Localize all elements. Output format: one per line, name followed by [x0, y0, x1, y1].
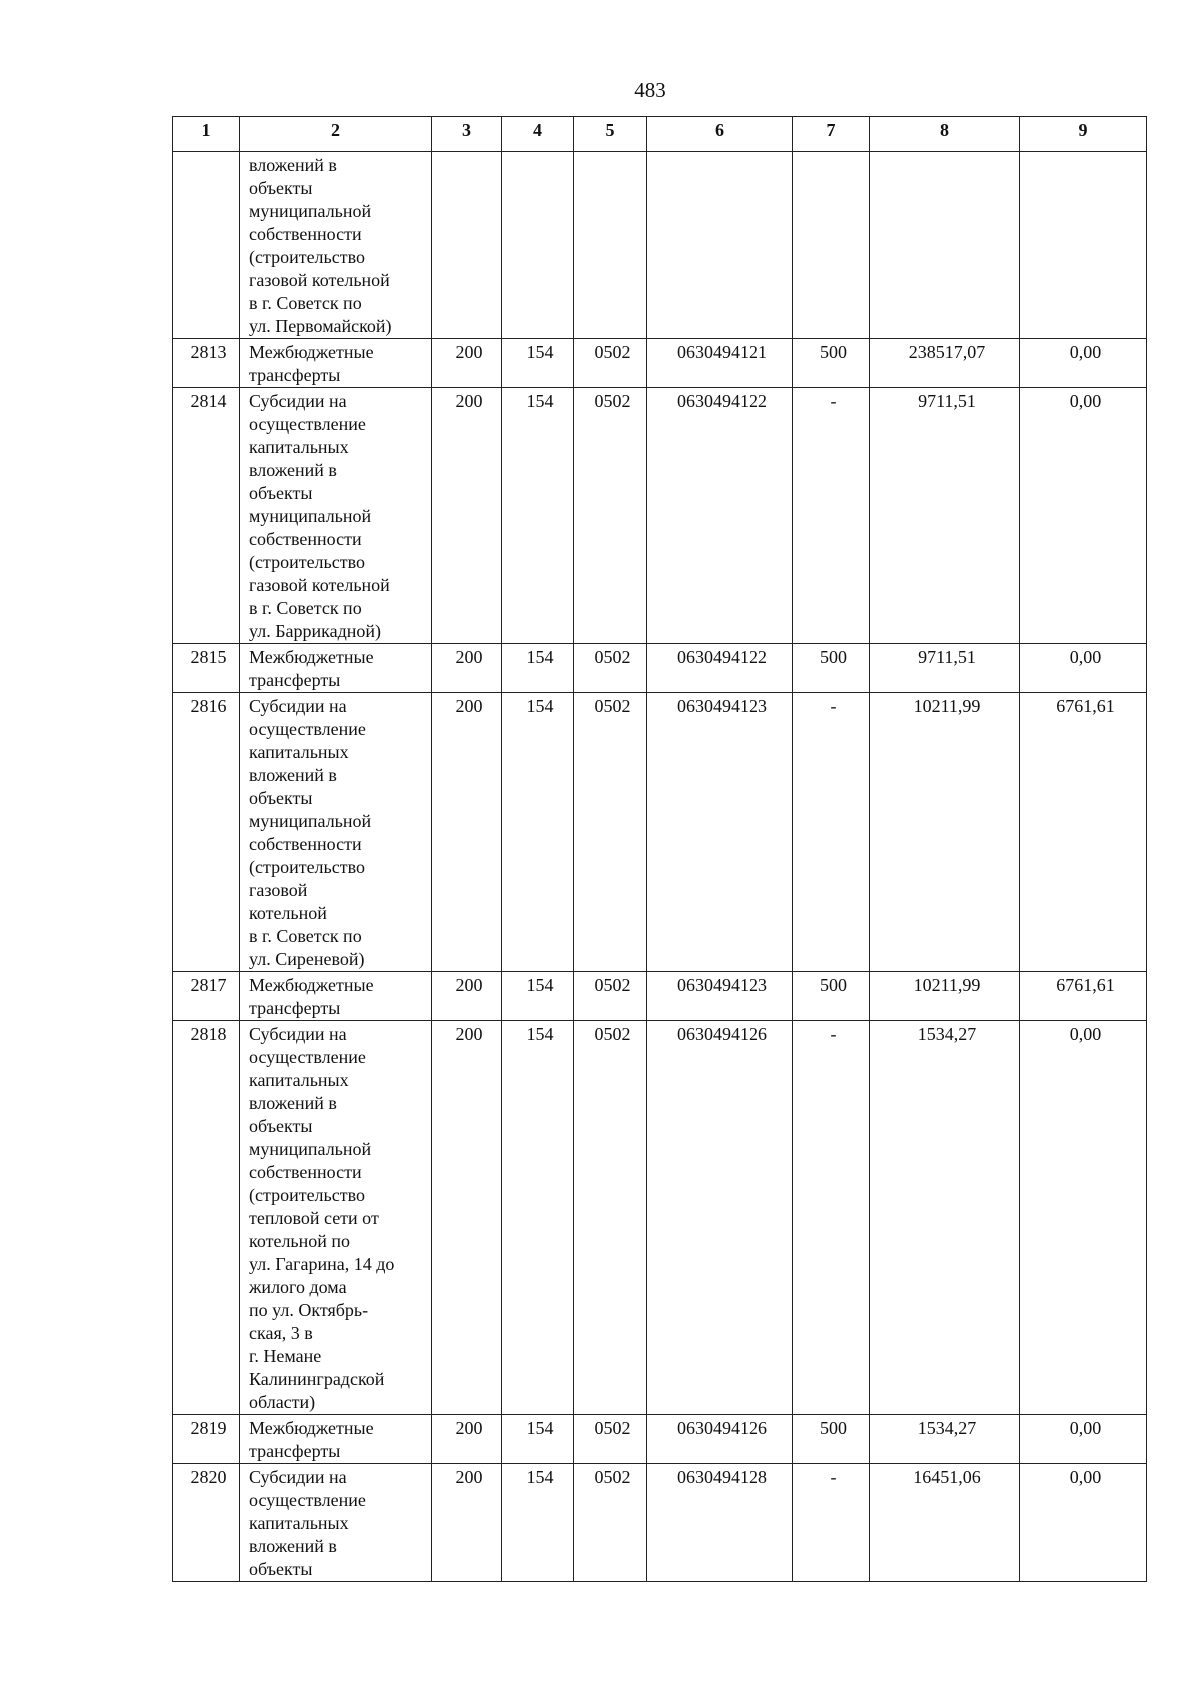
amount-8-cell: 238517,07: [870, 339, 1020, 388]
table-row: [173, 339, 1147, 388]
description-cell: Субсидии на осуществление капитальных вложений в объекты муниципальной собственности (строительство газовой котельной в г. Советск по ул. Сиреневой): [240, 693, 432, 972]
table-row: [173, 1464, 1147, 1582]
amount-8-cell: 1534,27: [870, 1415, 1020, 1464]
amount-9-cell: 0,00: [1020, 339, 1147, 388]
code-4-cell: 154: [502, 339, 574, 388]
row-number-cell: 2820: [173, 1464, 240, 1582]
amount-8-cell: 16451,06: [870, 1464, 1020, 1582]
amount-9-cell: [1020, 152, 1147, 339]
code-7-cell: 500: [793, 644, 870, 693]
code-4-cell: 154: [502, 972, 574, 1021]
amount-9-cell: 6761,61: [1020, 693, 1147, 972]
code-3-cell: 200: [432, 1415, 502, 1464]
code-4-cell: 154: [502, 388, 574, 644]
code-3-cell: 200: [432, 693, 502, 972]
row-number-cell: 2814: [173, 388, 240, 644]
description-cell: Субсидии на осуществление капитальных вложений в объекты: [240, 1464, 432, 1582]
amount-9-cell: 0,00: [1020, 644, 1147, 693]
code-5-cell: 0502: [574, 972, 647, 1021]
code-7-cell: 500: [793, 972, 870, 1021]
table-row: [173, 388, 1147, 644]
amount-8-cell: 10211,99: [870, 972, 1020, 1021]
description-cell: вложений в объекты муниципальной собственности (строительство газовой котельной в г. Советск по ул. Первомайской): [240, 152, 432, 339]
description-cell: Межбюджетные трансферты: [240, 339, 432, 388]
code-6-cell: 0630494121: [647, 339, 793, 388]
column-header: 5: [574, 117, 647, 152]
code-5-cell: 0502: [574, 1415, 647, 1464]
amount-8-cell: 9711,51: [870, 644, 1020, 693]
row-number-cell: 2817: [173, 972, 240, 1021]
column-header: 2: [240, 117, 432, 152]
code-3-cell: 200: [432, 972, 502, 1021]
code-3-cell: 200: [432, 388, 502, 644]
code-7-cell: 500: [793, 1415, 870, 1464]
code-5-cell: 0502: [574, 339, 647, 388]
code-5-cell: 0502: [574, 1021, 647, 1415]
column-header: 9: [1020, 117, 1147, 152]
column-header: 6: [647, 117, 793, 152]
amount-8-cell: [870, 152, 1020, 339]
table-row: [173, 972, 1147, 1021]
table-header-row: [173, 117, 1147, 152]
table-row: [173, 693, 1147, 972]
code-4-cell: 154: [502, 1021, 574, 1415]
code-3-cell: 200: [432, 1464, 502, 1582]
code-7-cell: -: [793, 388, 870, 644]
amount-8-cell: 10211,99: [870, 693, 1020, 972]
column-header: 3: [432, 117, 502, 152]
row-number-cell: 2819: [173, 1415, 240, 1464]
description-cell: Субсидии на осуществление капитальных вложений в объекты муниципальной собственности (строительство газовой котельной в г. Советск по ул. Баррикадной): [240, 388, 432, 644]
row-number-cell: 2813: [173, 339, 240, 388]
description-cell: Межбюджетные трансферты: [240, 972, 432, 1021]
code-4-cell: [502, 152, 574, 339]
code-6-cell: 0630494126: [647, 1415, 793, 1464]
row-number-cell: [173, 152, 240, 339]
code-4-cell: 154: [502, 1464, 574, 1582]
column-header: 4: [502, 117, 574, 152]
code-3-cell: [432, 152, 502, 339]
code-7-cell: 500: [793, 339, 870, 388]
code-4-cell: 154: [502, 1415, 574, 1464]
row-number-cell: 2816: [173, 693, 240, 972]
code-7-cell: -: [793, 1464, 870, 1582]
amount-8-cell: 1534,27: [870, 1021, 1020, 1415]
budget-table: [172, 116, 1147, 1582]
code-5-cell: [574, 152, 647, 339]
code-6-cell: 0630494126: [647, 1021, 793, 1415]
table-row: [173, 1415, 1147, 1464]
code-6-cell: 0630494123: [647, 693, 793, 972]
description-cell: Межбюджетные трансферты: [240, 1415, 432, 1464]
table-row: [173, 1021, 1147, 1415]
code-6-cell: 0630494128: [647, 1464, 793, 1582]
code-7-cell: -: [793, 693, 870, 972]
code-7-cell: -: [793, 1021, 870, 1415]
code-6-cell: 0630494123: [647, 972, 793, 1021]
page-number: 483: [634, 78, 666, 102]
code-3-cell: 200: [432, 339, 502, 388]
table-row: [173, 152, 1147, 339]
code-3-cell: 200: [432, 644, 502, 693]
code-7-cell: [793, 152, 870, 339]
code-6-cell: 0630494122: [647, 388, 793, 644]
column-header: 7: [793, 117, 870, 152]
table-row: [173, 644, 1147, 693]
code-6-cell: [647, 152, 793, 339]
description-cell: Межбюджетные трансферты: [240, 644, 432, 693]
amount-9-cell: 6761,61: [1020, 972, 1147, 1021]
code-3-cell: 200: [432, 1021, 502, 1415]
row-number-cell: 2818: [173, 1021, 240, 1415]
amount-9-cell: 0,00: [1020, 1021, 1147, 1415]
amount-8-cell: 9711,51: [870, 388, 1020, 644]
column-header: 1: [173, 117, 240, 152]
code-5-cell: 0502: [574, 693, 647, 972]
row-number-cell: 2815: [173, 644, 240, 693]
amount-9-cell: 0,00: [1020, 1464, 1147, 1582]
code-5-cell: 0502: [574, 388, 647, 644]
code-4-cell: 154: [502, 644, 574, 693]
description-cell: Субсидии на осуществление капитальных вложений в объекты муниципальной собственности (строительство тепловой сети от котельной по ул. Гагарина, 14 до жилого дома по ул. Октябрь- ская, 3 в г. Немане Калининградской области): [240, 1021, 432, 1415]
amount-9-cell: 0,00: [1020, 388, 1147, 644]
code-5-cell: 0502: [574, 1464, 647, 1582]
amount-9-cell: 0,00: [1020, 1415, 1147, 1464]
column-header: 8: [870, 117, 1020, 152]
code-4-cell: 154: [502, 693, 574, 972]
code-5-cell: 0502: [574, 644, 647, 693]
code-6-cell: 0630494122: [647, 644, 793, 693]
